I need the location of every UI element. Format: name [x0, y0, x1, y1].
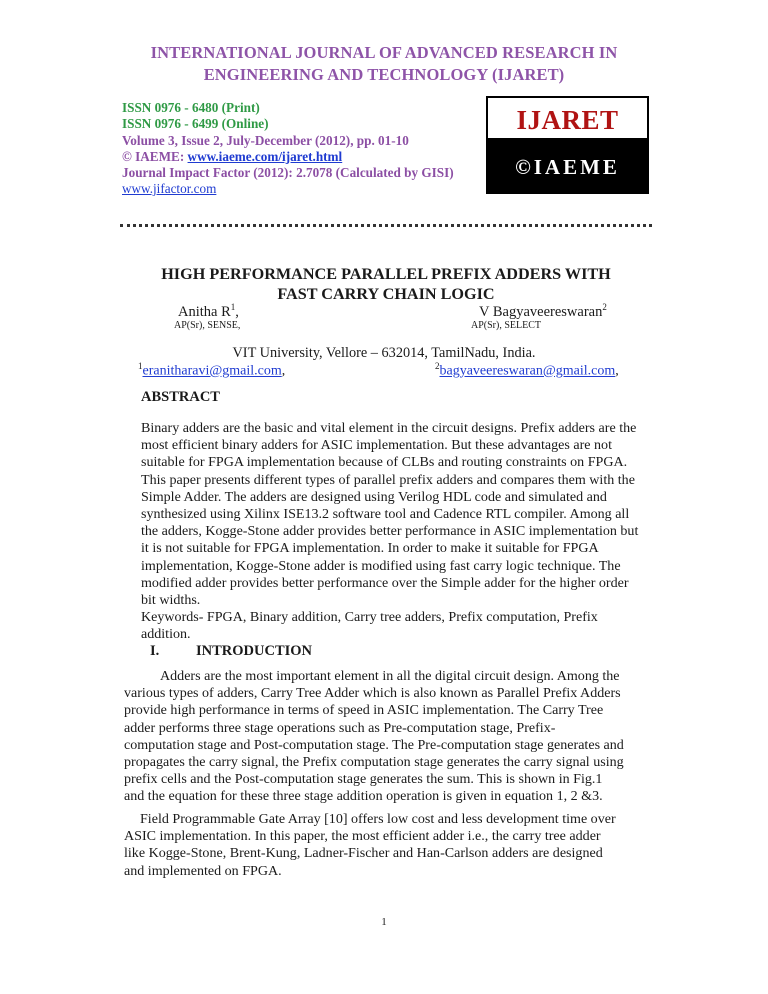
abstract-line: the adders, Kogge-Stone adder provides better performance in ASIC implementation but: [141, 523, 639, 540]
impact-factor: Journal Impact Factor (2012): 2.7078 (Calculated by GISI): [122, 165, 454, 181]
abstract-heading: ABSTRACT: [141, 389, 220, 405]
email-2-sup: 2: [435, 361, 440, 371]
volume-info: Volume 3, Issue 2, July-December (2012), pp. 01-10: [122, 132, 409, 148]
intro-line: Field Programmable Gate Array [10] offers low cost and less development time over: [140, 811, 616, 827]
jifactor-link[interactable]: www.jifactor.com: [122, 181, 217, 197]
email-1-link[interactable]: eranitharavi@gmail.com: [142, 363, 282, 379]
intro-number: I.: [150, 643, 160, 659]
intro-line: ASIC implementation. In this paper, the most efficient adder i.e., the carry tree adder: [124, 828, 601, 845]
intro-heading: INTRODUCTION: [196, 643, 313, 659]
intro-line: and the equation for these three stage addition operation is given in equation 1, 2 &3.: [124, 788, 603, 805]
abstract-line: it is not suitable for FPGA implementation. In order to make it suitable for FPGA: [141, 540, 599, 557]
journal-title-line2: ENGINEERING AND TECHNOLOGY (IJARET): [203, 65, 565, 84]
keywords-line: Keywords- FPGA, Binary addition, Carry tree adders, Prefix computation, Prefix: [141, 609, 598, 626]
iaeme-link[interactable]: www.iaeme.com/ijaret.html: [187, 148, 343, 164]
author-1-name: Anitha R: [178, 303, 231, 320]
author-1-affil: AP(Sr), SENSE,: [174, 320, 241, 331]
intro-line: like Kogge-Stone, Brent-Kung, Ladner-Fischer and Han-Carlson adders are designed: [124, 845, 603, 862]
logo-iaeme: ©IAEME: [486, 140, 649, 194]
page-number: 1: [381, 916, 387, 928]
abstract-body: [141, 420, 643, 644]
email-1: $^1$eranitharavi@gmail.com,: [138, 361, 286, 379]
intro-line: prefix cells and the Post-computation stage generates the sum. This is shown in Fig.1: [124, 771, 603, 788]
iaeme-line: [122, 149, 454, 165]
author-2-affil: AP(Sr), SELECT: [471, 320, 541, 331]
abstract-line: This paper presents different types of parallel prefix adders and compares them with the: [141, 471, 635, 488]
author-2-name: V Bagyaveereswaran: [479, 303, 603, 320]
abstract-line: modified adder provides better performance over the Simple adder for the higher order: [141, 574, 629, 591]
abstract-line: most efficient binary adders for ASIC implementation. But these advantages are not: [141, 437, 612, 454]
email-1-sup: 1: [138, 361, 143, 371]
abstract-line: bit widths.: [141, 592, 201, 609]
paper-title-line2: FAST CARRY CHAIN LOGIC: [277, 285, 495, 303]
intro-line: computation stage and Post-computation stage. The Pre-computation stage generates and: [124, 736, 624, 753]
author-1: Anitha $R^1$,: [178, 302, 239, 320]
email-2: $^2$bagyaveereswaran@gmail.com,: [435, 361, 619, 379]
intro-para-2: [124, 811, 643, 880]
abstract-line: synthesized using Xilinx ISE13.2 software tool and Cadence RTL compiler. Among all: [141, 506, 630, 523]
intro-line: Adders are the most important element in all the digital circuit design. Among the: [160, 668, 620, 684]
abstract-line: Simple Adder. The adders are designed using Verilog HDL code and simulated and: [141, 488, 607, 505]
paper-title: [120, 264, 652, 304]
intro-line: propagates the carry signal, the Prefix computation stage generates the carry signal using: [124, 754, 624, 771]
intro-line: provide high performance in terms of speed in ASIC implementation. The Carry Tree: [124, 702, 604, 719]
author-1-sup: 1: [230, 302, 236, 312]
author-2: [479, 302, 607, 321]
intro-para-1: [124, 668, 643, 806]
intro-line: various types of adders, Carry Tree Adder which is also known as Parallel Prefix Adders: [124, 685, 621, 702]
journal-logo: [486, 96, 649, 194]
issn-block: [122, 100, 454, 198]
journal-title-line1: INTERNATIONAL JOURNAL OF ADVANCED RESEARCH IN: [150, 43, 618, 62]
intro-line: and implemented on FPGA.: [124, 862, 282, 879]
issn-online: ISSN 0976 - 6499 (Online): [122, 116, 269, 132]
iaeme-prefix: © IAEME:: [122, 148, 188, 164]
dotted-divider: [120, 224, 652, 227]
keywords-line: addition.: [141, 626, 191, 643]
abstract-line: Binary adders are the basic and vital element in the circuit designs. Prefix adders are the: [141, 420, 637, 436]
logo-ijaret: IJARET: [486, 96, 649, 140]
author-2-sup: 2: [602, 302, 607, 312]
issn-print: ISSN 0976 - 6480 (Print): [122, 100, 260, 115]
abstract-line: implementation, Kogge-Stone adder is modified using fast carry logic technique. The: [141, 557, 621, 574]
university-line: VIT University, Vellore – 632014, TamilNadu, India.: [232, 345, 536, 361]
journal-title: [0, 42, 768, 86]
abstract-line: suitable for FPGA implementation because of CLBs and routing constraints on FPGA.: [141, 454, 628, 471]
email-2-link[interactable]: bagyaveereswaran@gmail.com: [439, 363, 616, 379]
paper-title-line1: HIGH PERFORMANCE PARALLEL PREFIX ADDERS WITH: [161, 265, 611, 283]
intro-line: adder performs three stage operations such as Pre-computation stage, Prefix-: [124, 719, 556, 736]
